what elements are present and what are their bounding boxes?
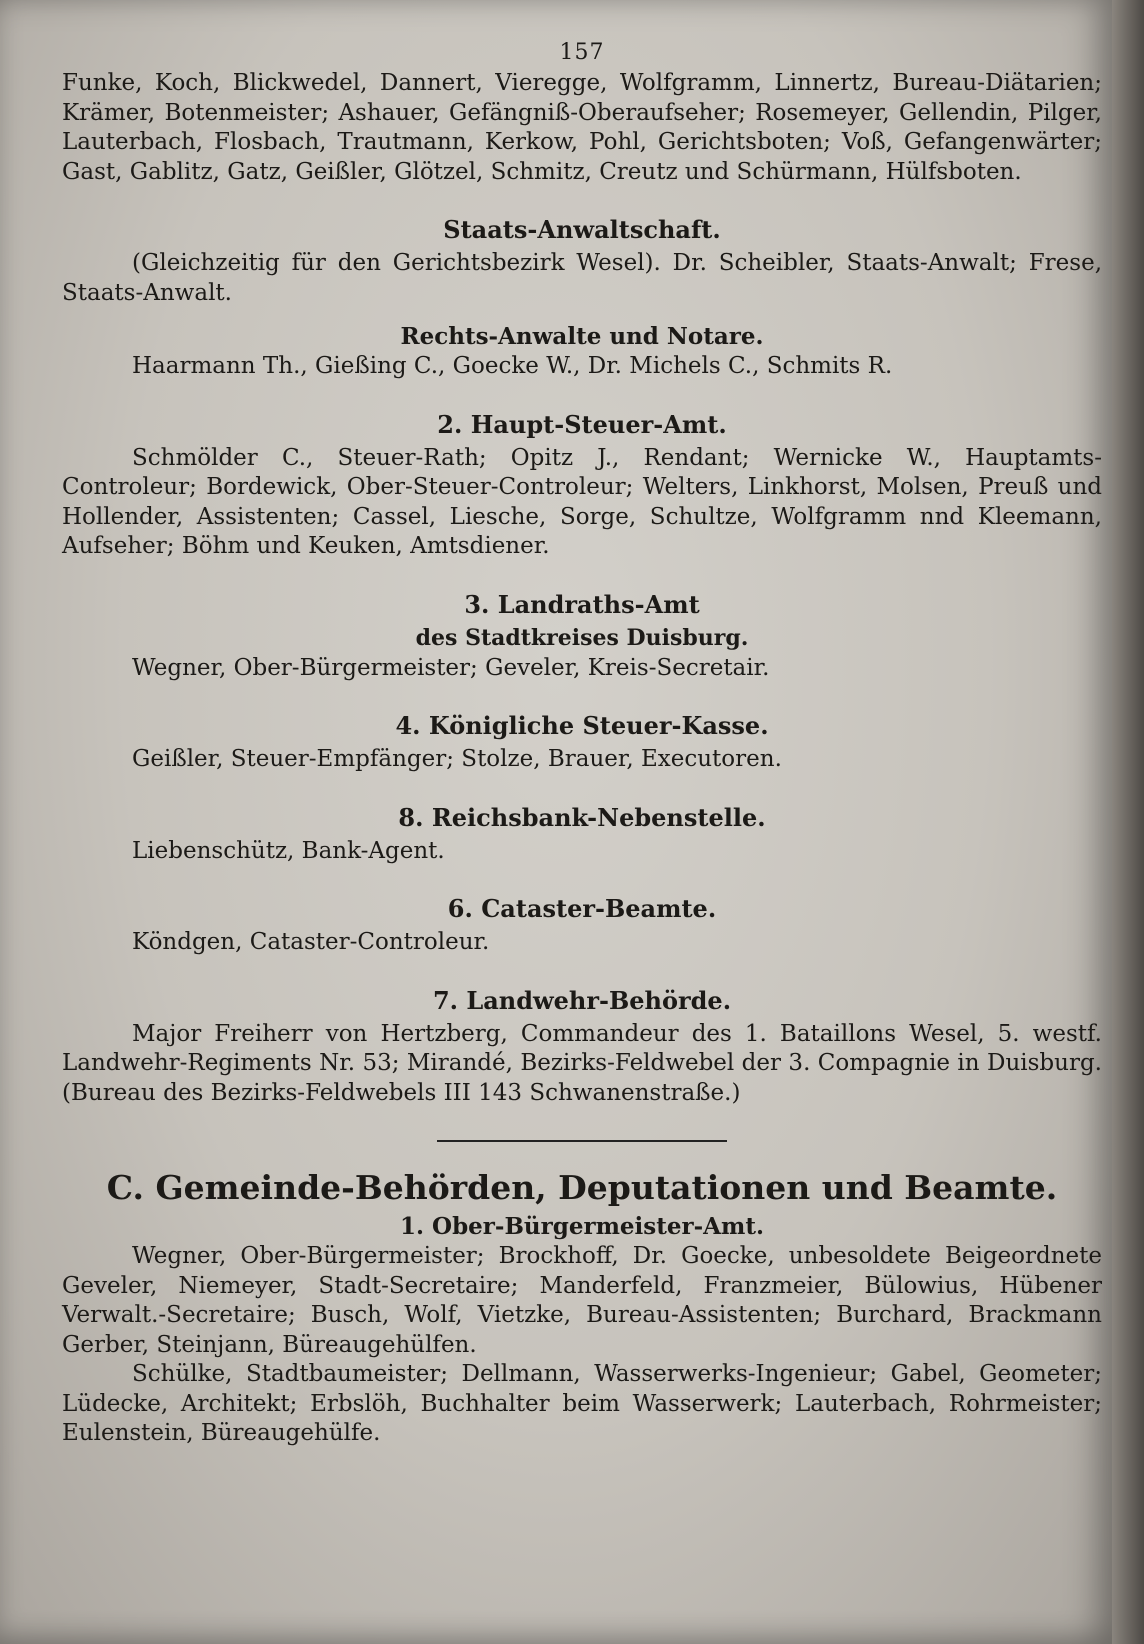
reichsbank-text: Liebenschütz, Bank-Agent. xyxy=(132,837,445,864)
steuer-kasse-heading: 4. Königliche Steuer-Kasse. xyxy=(395,711,769,740)
steuer-kasse-text: Geißler, Steuer-Empfänger; Stolze, Brauer, Executoren. xyxy=(132,746,782,772)
page-edge-shadow xyxy=(1112,0,1144,1644)
rechtsanwalte-heading: Rechts-Anwalte und Notare. xyxy=(400,323,764,350)
cataster-heading: 6. Cataster-Beamte. xyxy=(447,894,717,923)
page-content xyxy=(62,40,1102,1449)
rechtsanwalte-text: Haarmann Th., Gießing C., Goecke W., Dr. Michels C., Schmits R. xyxy=(132,353,893,379)
haupt-steuer-amt-heading: 2. Haupt-Steuer-Amt. xyxy=(437,409,727,439)
cataster-text: Köndgen, Cataster-Controleur. xyxy=(132,929,490,955)
section-divider xyxy=(437,1140,727,1142)
ober-buergermeister-amt-paragraph-2: Schülke, Stadtbaumeister; Dellmann, Wasserwerks-Ingenieur; Gabel, Geometer; Lüdecke, Architekt; Erbslöh, Buchhalter beim Wasserwerk; Lauterbach, Rohrmeister; Eulenstein, Büreaugehülfe. xyxy=(62,1361,1102,1446)
page-number: 157 xyxy=(559,40,605,65)
staats-anwaltschaft-heading: Staats-Anwaltschaft. xyxy=(443,215,721,244)
intro-paragraph: Funke, Koch, Blickwedel, Dannert, Vieregge, Wolfgramm, Linnertz, Bureau-Diätarien; Krämer, Botenmeister; Ashauer, Gefängniß-Oberaufseher; Rosemeyer, Gellendin, Pilger, Lauterbach, Flosbach, Trautmann, Kerkow, Pohl, Gerichtsboten; Voß, Gefangenwärter; Gast, Gablitz, Gatz, Geißler, Glötzel, Schmitz, Creutz und Schürmann, Hülfsboten. xyxy=(62,70,1102,185)
haupt-steuer-amt-text: Schmölder C., Steuer-Rath; Opitz J., Rendant; Wernicke W., Hauptamts-Controleur; Bordewick, Ober-Steuer-Controleur; Welters, Linkhorst, Molsen, Preuß und Hollender, Assistenten; Cassel, Liesche, Sorge, Schultze, Wolfgramm nnd Kleemann, Aufseher; Böhm und Keuken, Amtsdiener. xyxy=(62,444,1102,559)
landwehr-heading: 7. Landwehr-Behörde. xyxy=(432,985,732,1015)
landraths-amt-subheading: des Stadtkreises Duisburg. xyxy=(415,624,749,651)
staats-anwaltschaft-text: (Gleichzeitig für den Gerichtsbezirk Wesel). Dr. Scheibler, Staats-Anwalt; Frese, Staats-Anwalt. xyxy=(62,250,1102,306)
section-c-heading: C. Gemeinde-Behörden, Deputationen und Beamte. xyxy=(106,1168,1058,1207)
landraths-amt-heading: 3. Landraths-Amt xyxy=(464,589,700,619)
ober-buergermeister-amt-heading: 1. Ober-Bürgermeister-Amt. xyxy=(400,1213,764,1240)
landwehr-text: Major Freiherr von Hertzberg, Commandeur des 1. Bataillons Wesel, 5. westf. Landwehr-Regiments Nr. 53; Mirandé, Bezirks-Feldwebel der 3. Compagnie in Duisburg. (Bureau des Bezirks-Feldwebels III 143 Schwanenstraße.) xyxy=(62,1020,1102,1106)
landraths-amt-text: Wegner, Ober-Bürgermeister; Geveler, Kreis-Secretair. xyxy=(132,654,770,681)
ober-buergermeister-amt-paragraph-1: Wegner, Ober-Bürgermeister; Brockhoff, Dr. Goecke, unbesoldete Beigeordnete Geveler, Niemeyer, Stadt-Secretaire; Manderfeld, Franzmeier, Bülowius, Hübener Verwalt.-Secretaire; Busch, Wolf, Vietzke, Bureau-Assistenten; Burchard, Brackmann Gerber, Steinjann, Büreaugehülfen. xyxy=(62,1243,1102,1358)
reichsbank-heading: 8. Reichsbank-Nebenstelle. xyxy=(398,802,766,832)
